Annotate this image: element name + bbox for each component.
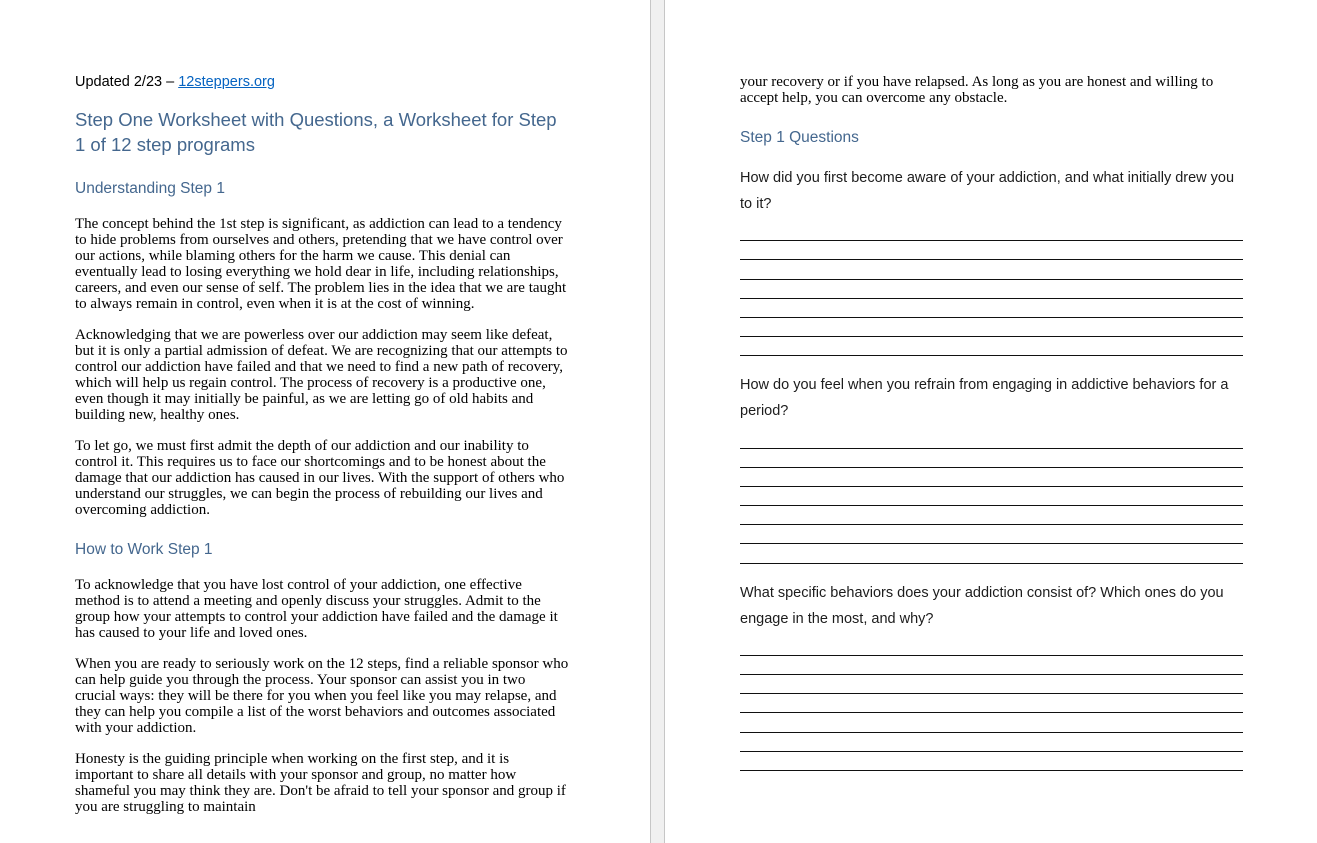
answer-line (740, 487, 1243, 506)
answer-line (740, 525, 1243, 544)
page-1 (75, 68, 569, 830)
answer-line (740, 752, 1243, 771)
answer-lines (740, 222, 1243, 356)
answer-line (740, 299, 1243, 318)
question-text: How do you feel when you refrain from engaging in addictive behaviors for a period? (740, 377, 1229, 420)
question-block (740, 580, 1243, 771)
answer-line (740, 713, 1243, 732)
answer-line (740, 260, 1243, 279)
answer-line (740, 241, 1243, 260)
answer-line (740, 733, 1243, 752)
page-gutter-divider (650, 0, 665, 843)
question-block (740, 372, 1243, 563)
updated-text: Updated 2/23 – (75, 74, 179, 90)
continuation-paragraph: your recovery or if you have relapsed. As long as you are honest and willing to accept help, you can overcome any obstacle. (740, 74, 1214, 106)
question-block (740, 165, 1243, 356)
answer-lines (740, 637, 1243, 771)
paragraph: To acknowledge that you have lost control of your addiction, one effective method is to attend a meeting and openly discuss your struggles. Admit to the group how your attempts to control your addiction have failed and the damage it has caused to your life and loved ones. (75, 577, 558, 641)
paragraph: Acknowledging that we are powerless over our addiction may seem like defeat, but it is only a partial admission of defeat. We are recognizing that our attempts to control our addiction have failed and that we need to find a new path of recovery, which will help us regain control. The process of recovery is a productive one, even though it may initially be painful, as we are letting go of old habits and building new, healthy ones. (75, 327, 568, 423)
paragraph: When you are ready to seriously work on the 12 steps, find a reliable sponsor who can help guide you through the process. Your sponsor can assist you in two crucial ways: they will be there for you when you feel like you may relapse, and they can help you compile a list of the worst behaviors and outcomes associated with your addiction. (75, 656, 569, 736)
answer-line (740, 694, 1243, 713)
answer-line (740, 318, 1243, 337)
answer-line (740, 544, 1243, 563)
answer-line (740, 429, 1243, 448)
answer-line (740, 506, 1243, 525)
question-text: What specific behaviors does your addiction consist of? Which ones do you engage in the most, and why? (740, 584, 1224, 627)
paragraph: To let go, we must first admit the depth of our addiction and our inability to control it. This requires us to face our shortcomings and to be honest about the damage that our addiction has caused in our lives. With the support of others who understand our struggles, we can begin the process of rebuilding our lives and overcoming addiction. (75, 438, 565, 518)
12steppers-link[interactable]: 12steppers.org (178, 74, 275, 90)
heading-how-to-work-step-1: How to Work Step 1 (75, 541, 213, 558)
answer-lines (740, 429, 1243, 563)
heading-understanding-step-1: Understanding Step 1 (75, 180, 225, 197)
answer-line (740, 222, 1243, 241)
answer-line (740, 337, 1243, 356)
answer-line (740, 675, 1243, 694)
page-2 (740, 68, 1243, 771)
question-text: How did you first become aware of your addiction, and what initially drew you to it? (740, 170, 1235, 212)
answer-line (740, 468, 1243, 487)
answer-line (740, 656, 1243, 675)
answer-line (740, 280, 1243, 299)
answer-line (740, 449, 1243, 468)
answer-line (740, 637, 1243, 656)
paragraph: Honesty is the guiding principle when working on the first step, and it is important to share all details with your sponsor and group, no matter how shameful you may think they are. Don't be afraid to tell your sponsor and group if you are struggling to maintain (75, 751, 566, 815)
paragraph: The concept behind the 1st step is significant, as addiction can lead to a tendency to hide problems from ourselves and others, pretending that we have control over our actions, while blaming others for the harm we cause. This denial can eventually lead to losing everything we hold dear in life, including relationships, careers, and even our sense of self. The problem lies in the idea that we are taught to always remain in control, even when it is at the cost of winning. (75, 216, 567, 312)
updated-line (75, 74, 569, 90)
heading-step-1-questions: Step 1 Questions (740, 129, 859, 146)
document-title: Step One Worksheet with Questions, a Worksheet for Step 1 of 12 step programs (75, 109, 557, 155)
